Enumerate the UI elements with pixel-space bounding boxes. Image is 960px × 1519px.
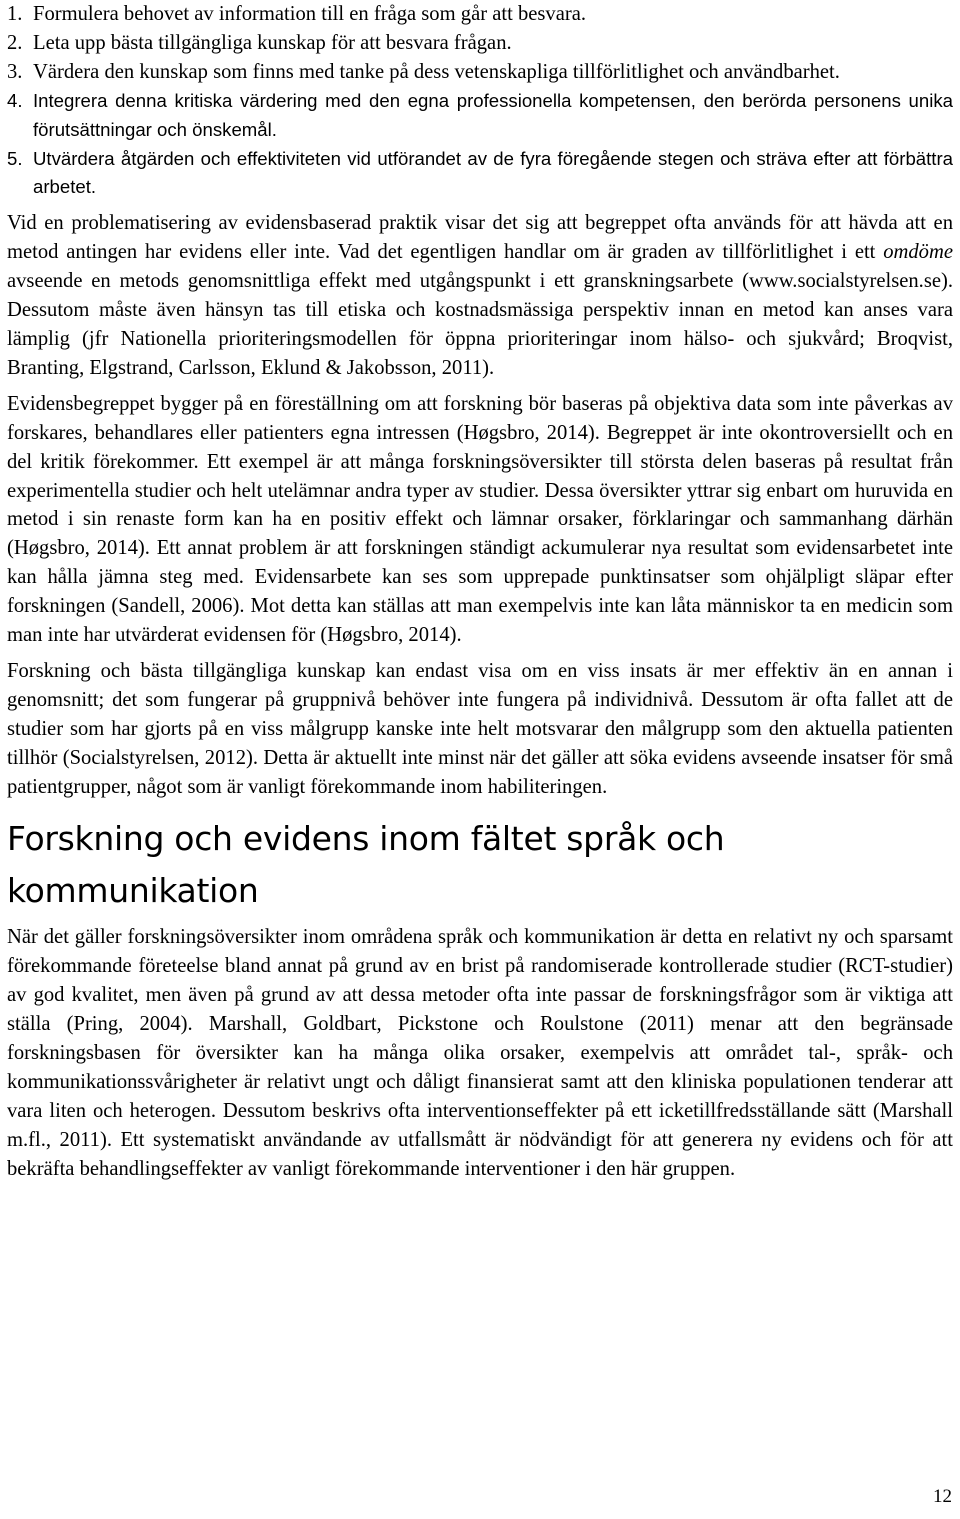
list-item-text: Formulera behovet av information till en fråga som går att besvara. xyxy=(33,3,586,25)
list-item xyxy=(7,58,953,87)
list-item-text: Leta upp bästa tillgängliga kunskap för att besvara frågan. xyxy=(33,31,512,54)
document-page xyxy=(7,0,953,1184)
paragraph-text: Vid en problematisering av evidensbaserad praktik visar det sig att begreppet ofta används för att hävda att en metod antingen har evidens eller inte. Vad det egentligen handlar om är graden av tillförlitlighet i ett xyxy=(7,212,953,264)
list-item-number: 1. xyxy=(7,3,23,25)
list-item xyxy=(7,0,953,29)
list-item xyxy=(7,29,953,58)
body-paragraph-sprak-kommunikation: När det gäller forskningsöversikter inom områdena språk och kommunikation är detta en relativt ny och sparsamt förekommande företeelse bland annat på grund av en brist på randomiserade kontrollerade studier (RCT-studier) av god kvalitet, men även på grund av att dessa metoder ofta inte passar de forskningsfrågor som är viktiga att ställa (Pring, 2004). Marshall, Goldbart, Pickstone och Roulstone (2011) menar att den begränsade forskningsbasen för översikter kan ha många olika orsaker, exempelvis att området tal-, språk- och kommunikationssvårigheter är relativt ungt och dåligt finansierat samt att den kliniska populationen tenderar att vara liten och heterogen. Dessutom beskrivs ofta interventionseffekter på ett icketillfredsställande sätt (Marshall m.fl., 2011). Ett systematiskt användande av utfallsmått är nödvändigt för att generera ny evidens och för att bekräfta behandlingseffekter av vanligt förekommande interventioner i den här gruppen. xyxy=(7,926,953,1180)
body-paragraph-forskning: Forskning och bästa tillgängliga kunskap kan endast visa om en viss insats är mer effektiv än en annan i genomsnitt; det som fungerar på gruppnivå behöver inte fungera på individnivå. Dessutom är ofta fallet att de studier som har gjorts på en viss målgrupp kanske inte helt motsvarar den målgrupp som den aktuella patienten tillhör (Socialstyrelsen, 2012). Detta är aktuellt inte minst när det gäller att söka evidens avseende insatser för små patientgrupper, något som är vanligt förekommande inom habiliteringen. xyxy=(7,659,953,798)
list-item-text: Utvärdera åtgärden och effektiviteten vid utförandet av de fyra föregående stegen och sträva efter att förbättra arbetet. xyxy=(33,147,953,198)
body-paragraph-problematisering xyxy=(7,209,953,382)
page-number: 12 xyxy=(933,1486,952,1507)
section-heading: Forskning och evidens inom fältet språk och kommunikation xyxy=(7,819,725,911)
list-item-number: 5. xyxy=(7,147,23,169)
list-item-text: Integrera denna kritiska värdering med den egna professionella kompetensen, den berörda personens unika förutsättningar och önskemål. xyxy=(33,89,953,140)
list-item xyxy=(7,145,953,203)
list-item-text: Värdera den kunskap som finns med tanke på dess vetenskapliga tillförlitlighet och användbarhet. xyxy=(33,60,840,83)
emphasized-term: omdöme xyxy=(883,241,953,264)
list-item-number: 4. xyxy=(7,89,23,111)
list-item xyxy=(7,87,953,145)
body-paragraph-evidensbegreppet: Evidensbegreppet bygger på en föreställning om att forskning bör baseras på objektiva data som inte påverkas av forskares, behandlares eller patienters egna intressen (Høgsbro, 2014). Begreppet är inte okontroversiellt och en del kritik förekommer. Ett exempel är att många forskningsöversikter till största delen baseras på resultat från experimentella studier och helt utelämnar andra typer av studier. Dessa översikter yttrar sig enbart om huruvida en metod i sin renaste form kan ha en positiv effekt och lämnar orsaker, förklaringar och sammanhang därhän (Høgsbro, 2014). Ett annat problem är att forskningen ständigt ackumulerar nya resultat som evidensarbetet inte kan hålla jämna steg med. Evidensarbete kan ses som upprepade punktinsatser som ohjälpligt släpar efter forskningen (Sandell, 2006). Mot detta kan ställas att man exempelvis inte kan låta människor ta en medicin som man inte har utvärderat evidensen för (Høgsbro, 2014). xyxy=(7,392,953,647)
ebp-steps-list xyxy=(7,0,953,202)
paragraph-text: avseende en metods genomsnittliga effekt med utgångspunkt i ett granskningsarbete (www.socialstyrelsen.se). Dessutom måste även hänsyn tas till etiska och kostnadsmässiga perspektiv innan en metod kan anses vara lämplig (jfr Nationella prioriteringsmodellen för öppna prioriteringar inom hälso- och sjukvård; Broqvist, Branting, Elgstrand, Carlsson, Eklund & Jakobsson, 2011). xyxy=(7,270,953,379)
list-item-number: 3. xyxy=(7,60,23,83)
list-item-number: 2. xyxy=(7,31,23,54)
